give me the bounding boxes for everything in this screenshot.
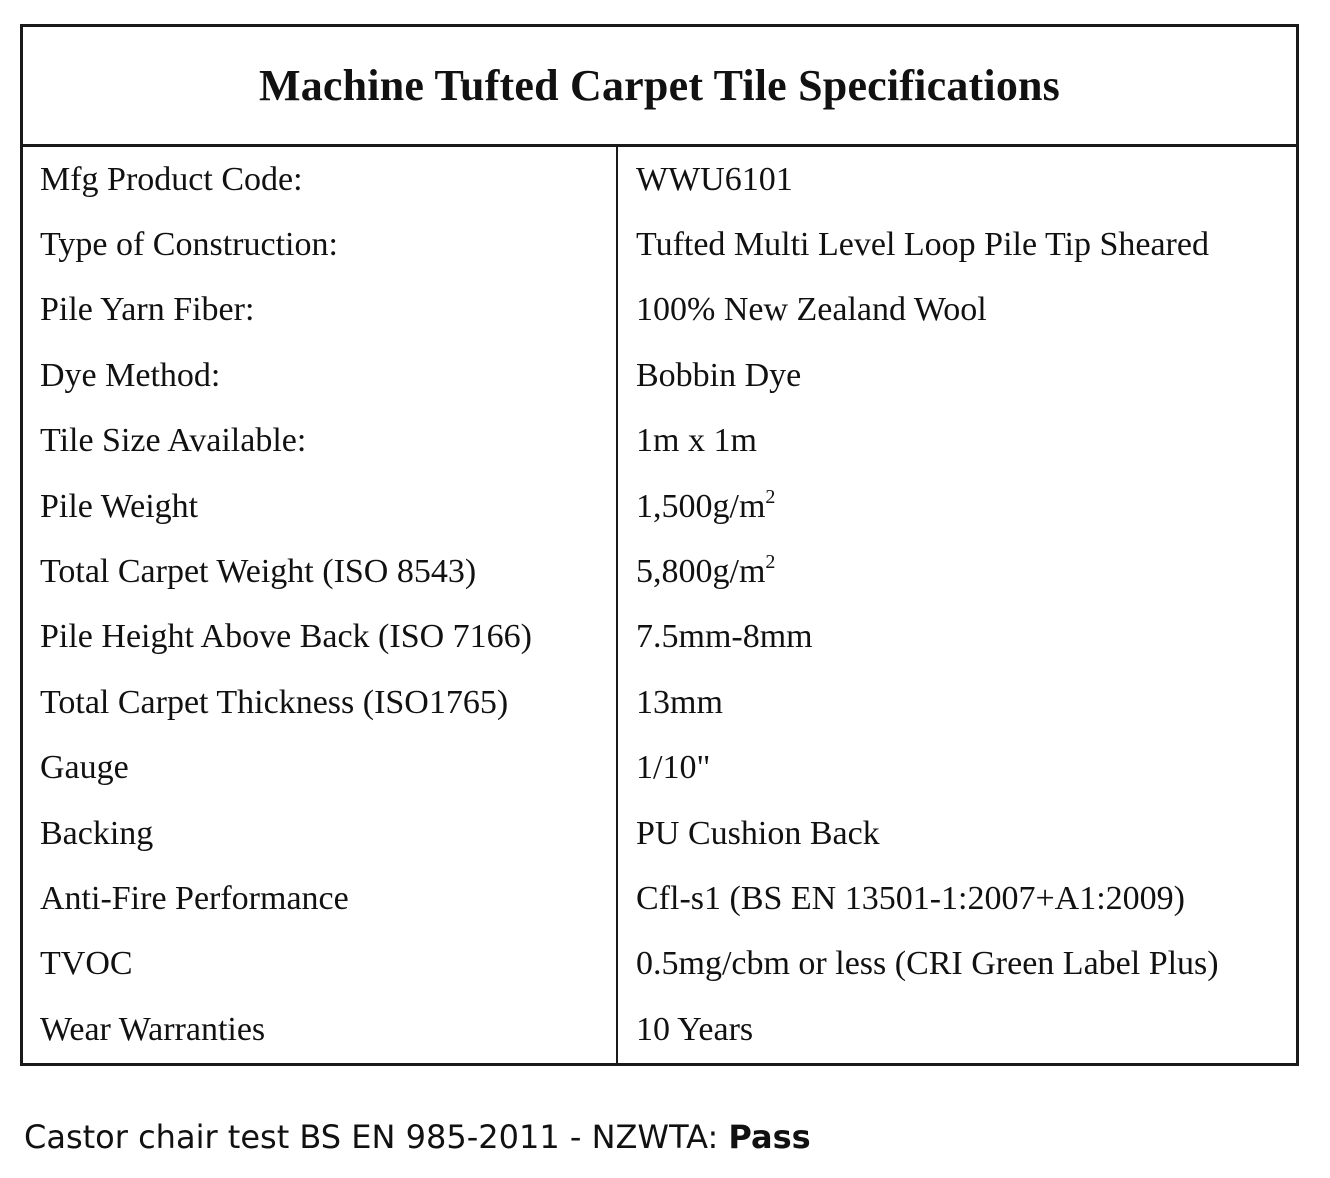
- spec-label: Wear Warranties: [40, 1010, 266, 1048]
- column-divider: [616, 147, 618, 1063]
- table-row: [23, 801, 1296, 866]
- table-title: Machine Tufted Carpet Tile Specifications: [258, 61, 1061, 110]
- spec-value: [618, 553, 1296, 591]
- spec-value: [618, 485, 1296, 526]
- title-row: [23, 27, 1296, 147]
- table-row: [23, 539, 1296, 604]
- spec-label: Anti-Fire Performance: [40, 879, 349, 917]
- spec-label: Total Carpet Thickness (ISO1765): [40, 683, 509, 721]
- spec-value: [618, 161, 1296, 199]
- spec-value: [618, 945, 1296, 983]
- table-row: [23, 670, 1296, 735]
- spec-value-text: 1,500g/m: [636, 487, 766, 525]
- spec-label: TVOC: [40, 945, 133, 983]
- table-row: [23, 736, 1296, 801]
- table-row: [23, 932, 1296, 997]
- castor-test-note: [24, 1118, 811, 1156]
- superscript: 2: [765, 551, 776, 574]
- spec-value: [618, 1011, 1296, 1049]
- spec-value-text: 10 Years: [636, 1010, 754, 1048]
- spec-label: Pile Height Above Back (ISO 7166): [40, 618, 532, 656]
- spec-value-text: PU Cushion Back: [636, 814, 880, 852]
- castor-test-text: Castor chair test BS EN 985-2011 - NZWTA:: [24, 1118, 729, 1156]
- table-row: [23, 997, 1296, 1062]
- spec-value-text: 0.5mg/cbm or less (CRI Green Label Plus): [636, 945, 1219, 983]
- spec-label: Tile Size Available:: [40, 422, 307, 460]
- spec-label: Type of Construction:: [40, 226, 338, 264]
- spec-value-text: Tufted Multi Level Loop Pile Tip Sheared: [636, 226, 1209, 264]
- spec-label: Backing: [40, 814, 154, 852]
- spec-value-text: Bobbin Dye: [636, 356, 802, 394]
- spec-value: [618, 226, 1296, 264]
- spec-value: [618, 749, 1296, 787]
- spec-value-text: 7.5mm-8mm: [636, 618, 813, 656]
- spec-value: [618, 357, 1296, 395]
- spec-label: Total Carpet Weight (ISO 8543): [40, 553, 477, 591]
- table-row: [23, 147, 1296, 212]
- spec-value-text: WWU6101: [636, 160, 793, 198]
- spec-value: [618, 291, 1296, 329]
- spec-value: [618, 618, 1296, 656]
- spec-value: [618, 684, 1296, 722]
- spec-value-text: 13mm: [636, 683, 723, 721]
- spec-label: Dye Method:: [40, 356, 221, 394]
- spec-value: [618, 422, 1296, 460]
- table-row: [23, 212, 1296, 277]
- spec-value-text: Cfl-s1 (BS EN 13501-1:2007+A1:2009): [636, 879, 1185, 917]
- spec-value-text: 1m x 1m: [636, 422, 757, 460]
- spec-value-text: 100% New Zealand Wool: [636, 291, 987, 329]
- spec-label: Gauge: [40, 749, 129, 787]
- spec-label: Pile Yarn Fiber:: [40, 291, 255, 329]
- superscript: 2: [765, 485, 776, 508]
- table-body: [23, 147, 1296, 1063]
- table-row: [23, 409, 1296, 474]
- spec-label: Pile Weight: [40, 487, 199, 525]
- spec-label: Mfg Product Code:: [40, 160, 303, 198]
- spec-value: [618, 815, 1296, 853]
- spec-value-text: 1/10": [636, 749, 711, 787]
- castor-test-result: Pass: [728, 1118, 811, 1156]
- table-row: [23, 474, 1296, 539]
- spec-value: [618, 880, 1296, 918]
- table-row: [23, 278, 1296, 343]
- table-row: [23, 605, 1296, 670]
- table-row: [23, 866, 1296, 931]
- spec-table: [20, 24, 1299, 1066]
- spec-value-text: 5,800g/m: [636, 553, 766, 591]
- table-row: [23, 343, 1296, 408]
